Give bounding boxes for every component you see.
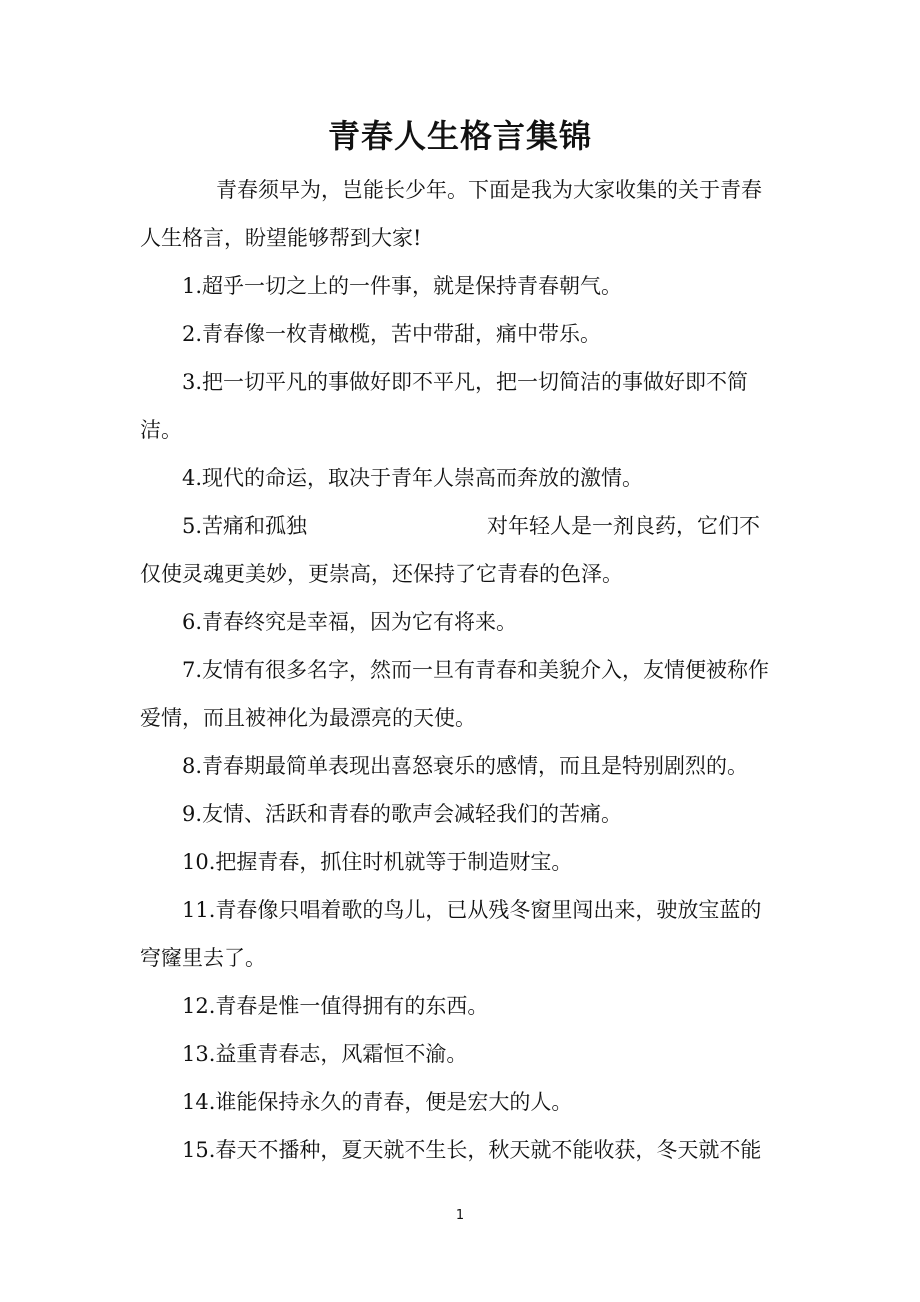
quote-8: 8.青春期最简单表现出喜怒衰乐的感情，而且是特别剧烈的。 [182, 754, 749, 778]
quote-3: 3.把一切平凡的事做好即不平凡，把一切简洁的事做好即不简洁。 [140, 370, 749, 442]
quote-11: 11.青春像只唱着歌的鸟儿，已从残冬窗里闯出来，驶放宝蓝的穹窿里去了。 [140, 898, 762, 970]
quote-1: 1.超乎一切之上的一件事，就是保持青春朝气。 [182, 274, 623, 298]
quote-15: 15.春天不播种，夏天就不生长，秋天就不能收获，冬天就不能 [182, 1138, 762, 1162]
document-body [140, 166, 780, 1174]
intro-paragraph: 青春须早为，岂能长少年。下面是我为大家收集的关于青春人生格言，盼望能够帮到大家! [140, 178, 762, 250]
quote-10: 10.把握青春，抓住时机就等于制造财宝。 [182, 850, 573, 874]
quote-7: 7.友情有很多名字，然而一旦有青春和美貌介入，友情便被称作爱情，而且被神化为最漂亮的天使。 [140, 658, 770, 730]
quote-6: 6.青春终究是幸福，因为它有将来。 [182, 610, 518, 634]
quote-5-head: 5.苦痛和孤独 [182, 514, 308, 538]
quote-5-tail: 对年轻人是一剂良药，它们不仅使灵魂更美妙，更崇高，还保持了它青春的色泽。 [140, 514, 761, 586]
quote-2: 2.青春像一枚青橄榄，苦中带甜，痛中带乐。 [182, 322, 602, 346]
quote-4: 4.现代的命运，取决于青年人崇高而奔放的激情。 [182, 466, 644, 490]
quote-14: 14.谁能保持永久的青春，便是宏大的人。 [182, 1090, 573, 1114]
quote-13: 13.益重青春志，风霜恒不渝。 [182, 1042, 468, 1066]
page-number: 1 [455, 1208, 465, 1223]
quote-5 [140, 502, 780, 598]
quote-12: 12.青春是惟一值得拥有的东西。 [182, 994, 489, 1018]
document-title: 青春人生格言集锦 [327, 117, 592, 155]
quote-9: 9.友情、活跃和青春的歌声会减轻我们的苦痛。 [182, 802, 623, 826]
